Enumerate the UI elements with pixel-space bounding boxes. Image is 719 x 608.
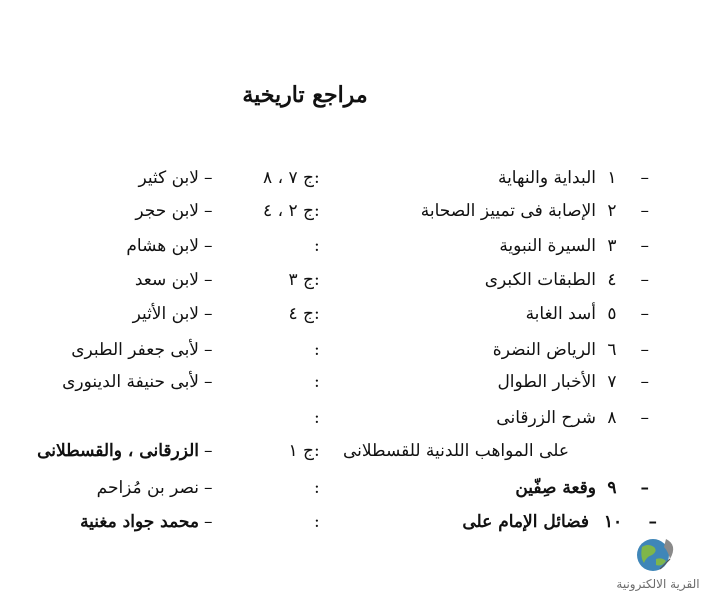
ref-dash: – [640, 168, 649, 188]
separator-colon: : [314, 236, 320, 256]
author: لأبى حنيفة الدينورى [62, 372, 199, 392]
author: لابن الأثير [132, 304, 199, 324]
ref-number: ٤ [607, 270, 617, 290]
author-dash: – [204, 236, 213, 256]
ref-number: ١ [607, 168, 617, 188]
site-logo [608, 535, 708, 599]
reference-row [0, 201, 719, 231]
author-dash: – [204, 340, 213, 360]
reference-row [0, 408, 719, 438]
ref-dash: – [640, 340, 649, 360]
separator-colon: : [314, 408, 320, 428]
book-title: السيرة النبوية [499, 236, 596, 256]
ref-number: ٢ [607, 201, 617, 221]
book-title: وقعة صِفّين [515, 478, 596, 498]
separator-colon: : [314, 372, 320, 392]
ref-dash: – [640, 236, 649, 256]
volume: ج ٤ [288, 304, 314, 324]
author: الزرقانى ، والقسطلانى [37, 441, 199, 461]
author-dash: – [204, 201, 213, 221]
reference-row [0, 478, 719, 508]
reference-row [0, 340, 719, 370]
author: لابن سعد [134, 270, 199, 290]
separator-colon: : [314, 441, 320, 461]
author: لابن حجر [135, 201, 199, 221]
book-title: الأخبار الطوال [497, 372, 596, 392]
volume: ج ٢ ، ٤ [263, 201, 314, 221]
separator-colon: : [314, 304, 320, 324]
separator-colon: : [314, 168, 320, 188]
volume: ج ٧ ، ٨ [263, 168, 314, 188]
ref-number: ٣ [607, 236, 617, 256]
book-title: شرح الزرقانى [496, 408, 596, 428]
ref-dash: – [648, 512, 657, 532]
page-title: مراجع تاريخية [242, 82, 368, 108]
author-dash: – [204, 270, 213, 290]
separator-colon: : [314, 478, 320, 498]
ref-number: ٥ [607, 304, 617, 324]
book-title: فضائل الإمام على [462, 512, 589, 532]
author-dash: – [204, 372, 213, 392]
reference-row [0, 236, 719, 266]
volume: ج ٣ [288, 270, 314, 290]
logo-text: القرية الالكترونية [616, 577, 700, 591]
reference-row [0, 270, 719, 300]
separator-colon: : [314, 340, 320, 360]
volume: ج ١ [288, 441, 314, 461]
book-title: أسد الغابة [525, 304, 596, 324]
book-title: الرياض النضرة [492, 340, 596, 360]
ref-number: ١٠ [603, 512, 623, 532]
ref-dash: – [640, 408, 649, 428]
ref-number: ٩ [607, 478, 617, 498]
book-title: الإصابة فى تمييز الصحابة [420, 201, 596, 221]
separator-colon: : [314, 201, 320, 221]
reference-row-continuation [0, 441, 719, 471]
author: لابن هشام [126, 236, 199, 256]
reference-row [0, 304, 719, 334]
author: لأبى جعفر الطبرى [71, 340, 199, 360]
ref-dash: – [640, 270, 649, 290]
ref-number: ٨ [607, 408, 617, 428]
author-dash: – [204, 478, 213, 498]
author: محمد جواد مغنية [80, 512, 199, 532]
reference-row [0, 168, 719, 198]
book-title: على المواهب اللدنية للقسطلانى [342, 441, 569, 461]
reference-row [0, 372, 719, 402]
author-dash: – [204, 441, 213, 461]
author: لابن كثير [138, 168, 199, 188]
separator-colon: : [314, 512, 320, 532]
author-dash: – [204, 512, 213, 532]
book-title: البداية والنهاية [497, 168, 596, 188]
ref-dash: – [640, 304, 649, 324]
separator-colon: : [314, 270, 320, 290]
ref-dash: – [640, 201, 649, 221]
author: نصر بن مُزاحم [96, 478, 199, 498]
ref-number: ٧ [607, 372, 617, 392]
globe-quill-icon [608, 535, 708, 579]
author-dash: – [204, 168, 213, 188]
author-dash: – [204, 304, 213, 324]
book-title: الطبقات الكبرى [484, 270, 596, 290]
ref-number: ٦ [607, 340, 617, 360]
ref-dash: – [640, 372, 649, 392]
ref-dash: – [640, 478, 649, 498]
